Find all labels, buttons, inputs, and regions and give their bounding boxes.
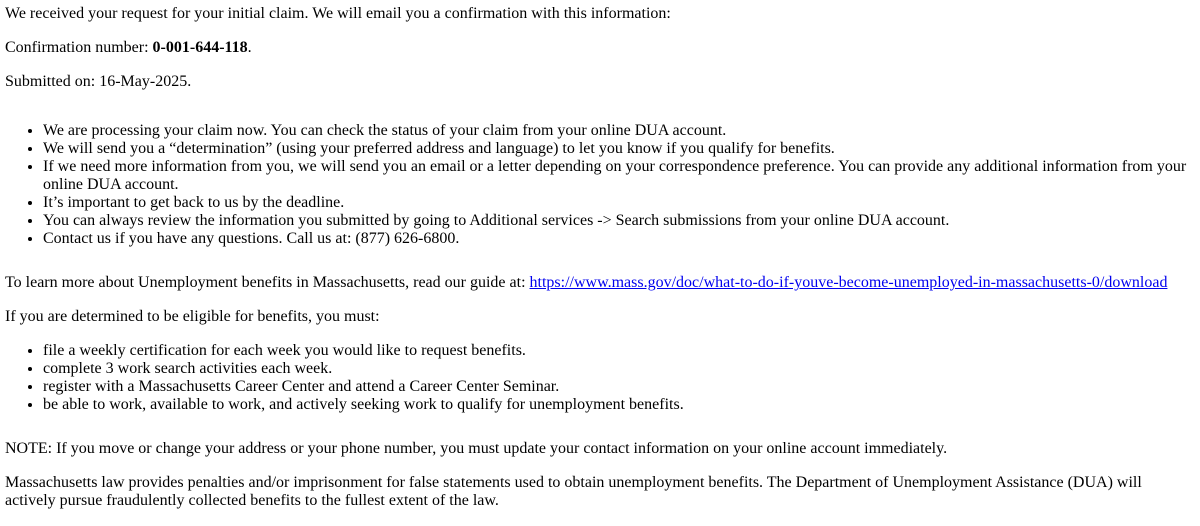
eligibility-intro: If you are determined to be eligible for benefits, you must: (5, 308, 380, 325)
list-item: • file a weekly certification for each week you would like to request benefits. (43, 342, 1195, 360)
content-area (5, 5, 1195, 510)
intro-text: We received your request for your initial claim. We will email you a confirmation with this information: (5, 5, 671, 22)
confirmation-suffix: . (247, 39, 252, 56)
guide-link[interactable]: https://www.mass.gov/doc/what-to-do-if-youve-become-unemployed-in-massachusetts-0/download (529, 274, 1168, 291)
list-item: • register with a Massachusetts Career Center and attend a Career Center Seminar. (43, 378, 1195, 396)
list-item: • You can always review the information you submitted by going to Additional services -> Search submissions from your online DUA account. (43, 212, 1195, 230)
eligibility-list (5, 342, 1195, 414)
guide-prefix: To learn more about Unemployment benefits in Massachusetts, read our guide at: (5, 274, 530, 291)
submitted-line: Submitted on: 16-May-2025. (5, 73, 192, 90)
claim-confirmation-page (5, 5, 1195, 510)
list-item: • Contact us if you have any questions. Call us at: (877) 626-6800. (43, 230, 1195, 248)
legal-line: Massachusetts law provides penalties and/or imprisonment for false statements used to obtain unemployment benefits. The Department of Unemployment Assistance (DUA) will actively pursue fraudulently collected benefits to the fullest extent of the law. (5, 474, 1142, 509)
note-line: NOTE: If you move or change your address or your phone number, you must update your contact information on your online account immediately. (5, 440, 948, 457)
list-item: • complete 3 work search activities each week. (43, 360, 1195, 378)
list-item: • We will send you a “determination” (using your preferred address and language) to let you know if you qualify for benefits. (43, 140, 1195, 158)
claim-status-list (5, 122, 1195, 248)
confirmation-line (5, 39, 1195, 57)
list-item: • We are processing your claim now. You can check the status of your claim from your online DUA account. (43, 122, 1195, 140)
confirmation-number: 0-001-644-118 (152, 39, 248, 56)
confirmation-label: Confirmation number: (5, 39, 153, 56)
list-item: • be able to work, available to work, and actively seeking work to qualify for unemployment benefits. (43, 396, 1195, 414)
list-item: • It’s important to get back to us by the deadline. (43, 194, 1195, 212)
list-item: • If we need more information from you, we will send you an email or a letter depending on your correspondence preference. You can provide any additional information from your online DUA account. (43, 158, 1195, 194)
guide-line (5, 274, 1195, 292)
